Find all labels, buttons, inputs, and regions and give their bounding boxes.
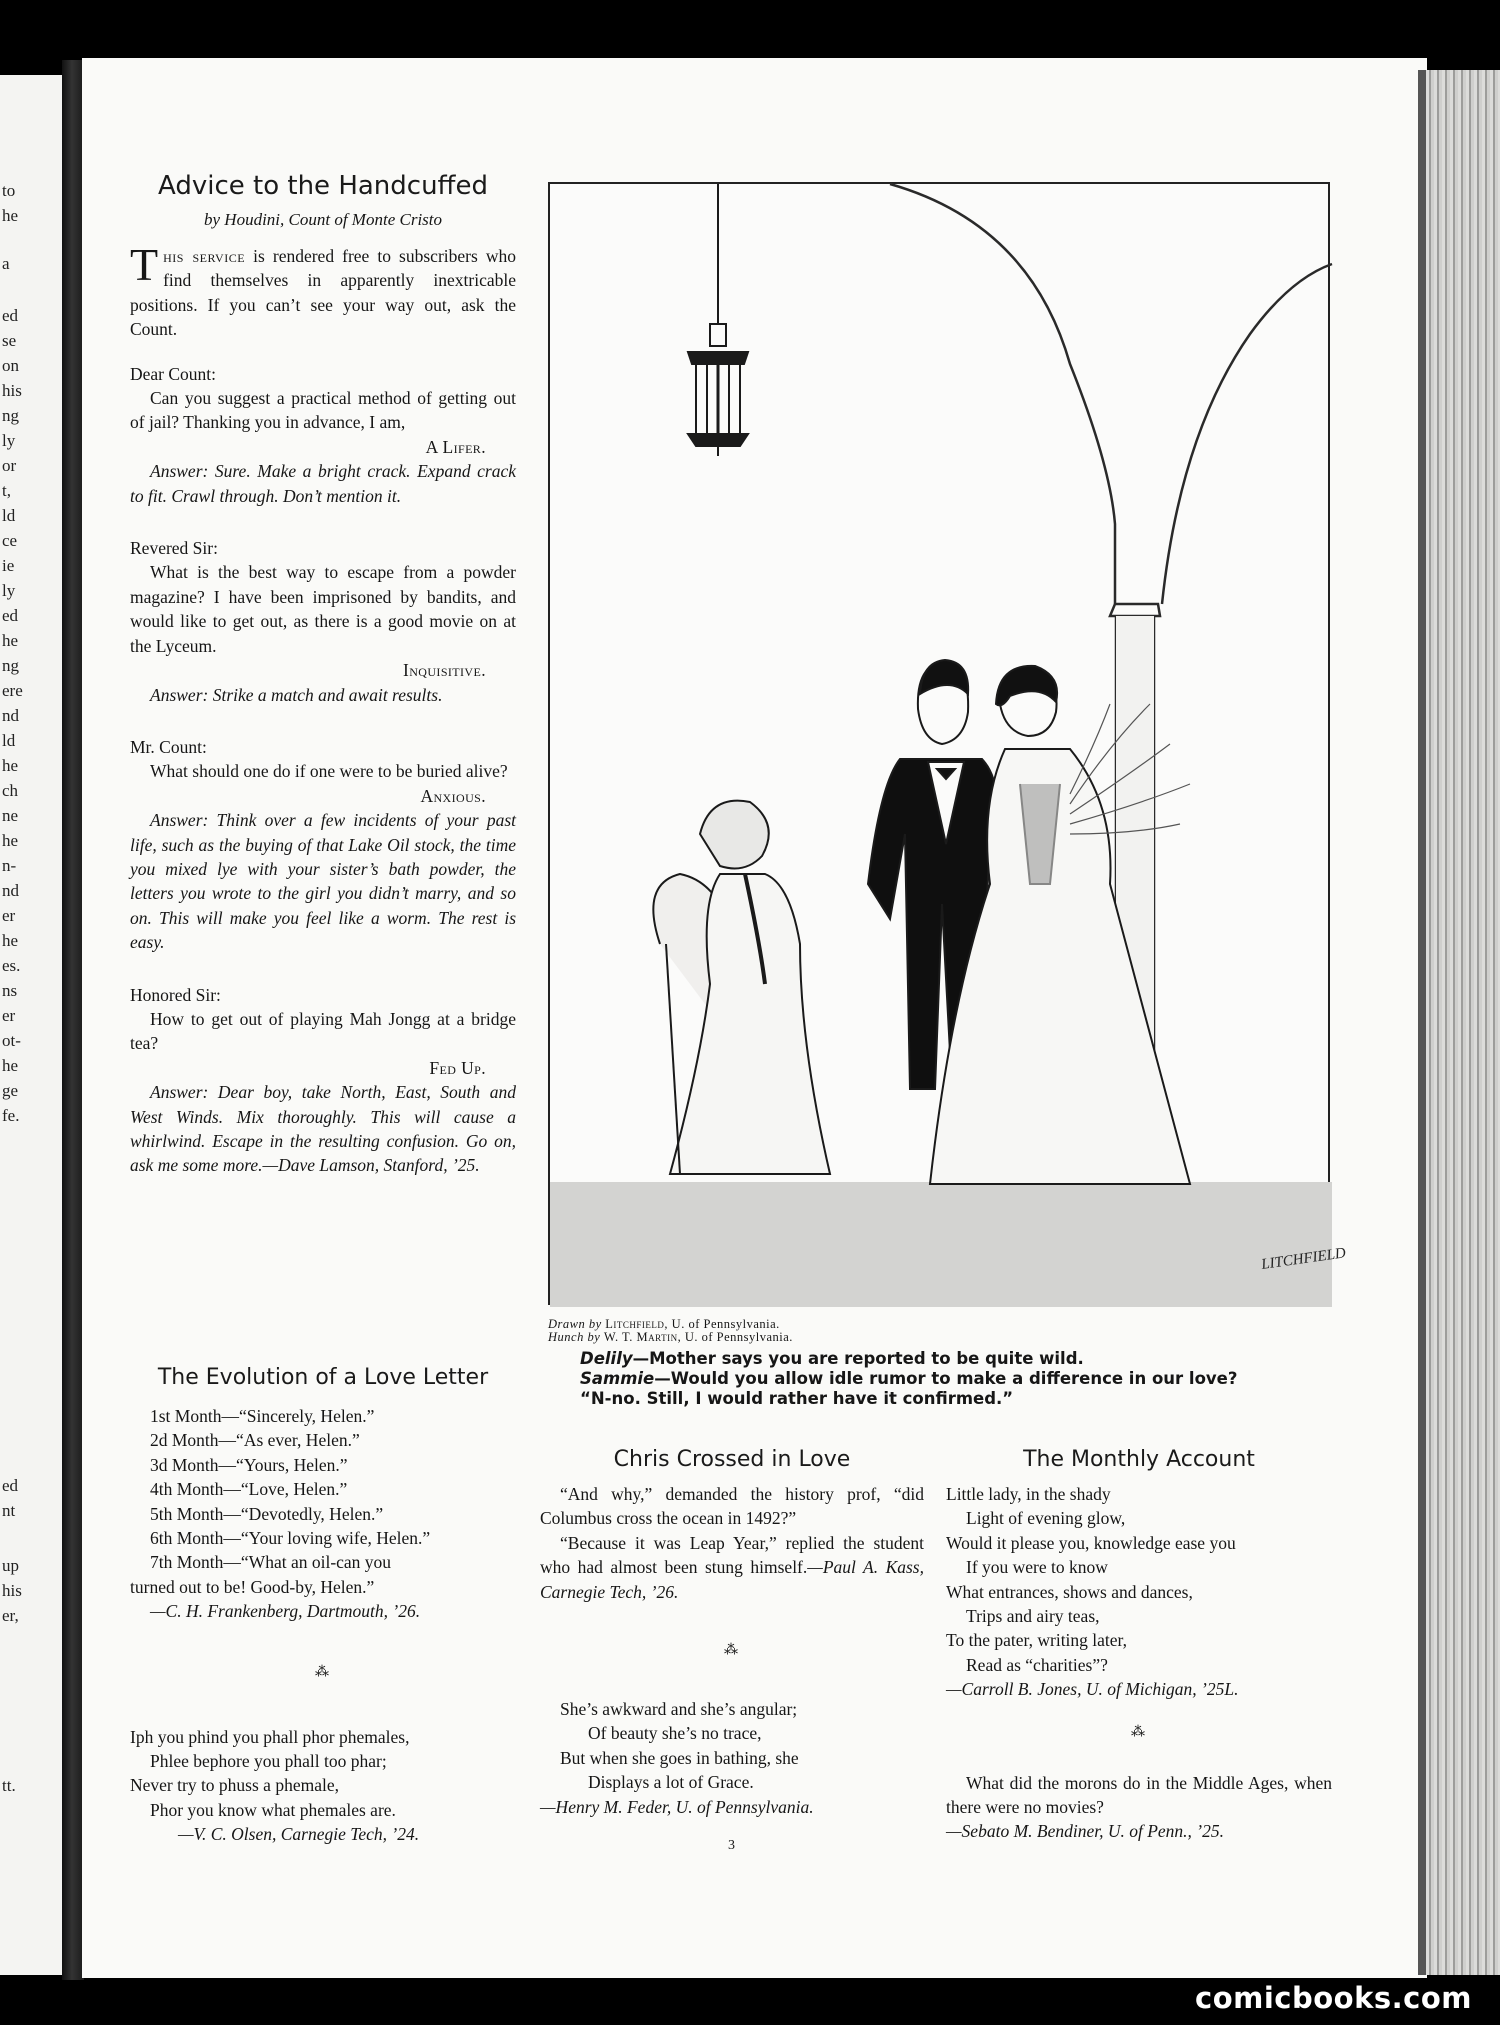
facing-page-fragment: er [2, 906, 16, 925]
letter-salutation: Honored Sir: [130, 984, 221, 1005]
letter-signature: Anxious. [420, 785, 486, 806]
letter-body: What should one do if one were to be buried alive? [150, 761, 508, 782]
love-letter-lines [130, 1404, 516, 1624]
intro-text: is rendered free to subscribers who find themselves in apparently inextricable positions. If you can’t see your way out, ask the Count. [130, 246, 516, 340]
facing-page-fragment: ng [2, 656, 19, 675]
poem-line: If you were to know [966, 1557, 1108, 1578]
dialogue-line [580, 1389, 1237, 1409]
poem-line: Phor you know what phemales are. [150, 1799, 396, 1820]
facing-page-fragment: he [2, 831, 19, 850]
facing-page-fragment: he [2, 206, 19, 225]
facing-page-fragment: ie [2, 556, 15, 575]
credit-prefix: Hunch by [548, 1330, 601, 1344]
letter-body: How to get out of playing Mah Jongg at a bridge tea? [130, 1008, 516, 1054]
letter-salutation: Dear Count: [130, 363, 217, 384]
letter-signature: Inquisitive. [403, 660, 486, 681]
poem-line: Phlee bephore you phall too phar; [150, 1751, 387, 1772]
love-letter-line: 1st Month—“Sincerely, Helen.” [150, 1406, 375, 1426]
facing-page-fragment: to [2, 181, 16, 200]
poem-line: Read as “charities”? [966, 1654, 1108, 1675]
cartoon-dialogue [580, 1349, 1237, 1409]
poem-line: Iph you phind you phall phor phemales, [130, 1726, 410, 1747]
facing-page-fragment: ns [2, 981, 18, 1000]
letter-signature: A Lifer. [425, 436, 486, 457]
love-letter-line: 3d Month—“Yours, Helen.” [150, 1454, 348, 1475]
facing-page-fragment: n- [2, 856, 17, 875]
love-letter-section [130, 1364, 516, 1847]
cartoon-illustration [548, 182, 1347, 1305]
page-stack-edges [1418, 70, 1500, 1975]
facing-page-fragment: he [2, 756, 19, 775]
advice-title: Advice to the Handcuffed [158, 171, 488, 201]
love-letter-line: 6th Month—“Your loving wife, Helen.” [150, 1528, 431, 1549]
facing-page-fragment: nt [2, 1501, 16, 1520]
signature-text: LITCHFIELD [1260, 1245, 1347, 1273]
hunch-by-line [548, 1331, 793, 1344]
facing-page-fragment: fe. [2, 1106, 20, 1125]
dialogue-text: —Would you allow idle rumor to make a difference in our love? [654, 1369, 1238, 1388]
facing-page-fragment: ed [2, 1476, 19, 1495]
facing-page-fragment: ly [2, 581, 16, 600]
letter-body: What is the best way to escape from a powder magazine? I have been imprisoned by bandits, and would like to get out, as there is a good movie on at the Lyceum. [130, 562, 516, 656]
dialogue-speaker: Sammie [580, 1369, 655, 1388]
letter-answer: Answer: Think over a few incidents of your past life, such as the buying of that Lake Oil stock, the time you mixed lye with your sister’s bath powder, the letters you wrote to the girl you didn’t marry, and so on. This will make you feel like a worm. The rest is easy. [130, 810, 516, 953]
poem-credit: —V. C. Olsen, Carnegie Tech, ’24. [178, 1824, 420, 1845]
chris-paragraph: “And why,” demanded the history prof, “did Columbus cross the ocean in 1492?” [540, 1484, 924, 1529]
book-gutter [62, 60, 84, 1980]
facing-page-fragment: up [2, 1556, 19, 1575]
facing-page-fragment: tt. [2, 1776, 16, 1795]
facing-page-fragment: ge [2, 1081, 19, 1100]
facing-page-fragment: ng [2, 406, 19, 425]
love-letter-credit: —C. H. Frankenberg, Dartmouth, ’26. [150, 1601, 421, 1622]
page-number: 3 [728, 1838, 735, 1853]
facing-page-fragment: ld [2, 731, 16, 750]
monthly-section [946, 1446, 1332, 1844]
love-letter-line: 2d Month—“As ever, Helen.” [150, 1430, 360, 1451]
facing-page-fragment: ly [2, 431, 16, 450]
chris-credit: —Paul A. Kass, Carnegie Tech, ’26. [540, 1557, 924, 1602]
advice-letter [130, 735, 516, 955]
advice-intro [130, 239, 516, 342]
facing-page-fragment: nd [2, 706, 19, 725]
love-letter-title: The Evolution of a Love Letter [157, 1365, 489, 1390]
poem-line: Never try to phuss a phemale, [130, 1775, 339, 1796]
ornament: ⁂ [724, 1643, 740, 1659]
poem-credit: —Carroll B. Jones, U. of Michigan, ’25L. [946, 1679, 1239, 1700]
seated-woman-figure [653, 801, 830, 1174]
poem-line: Would it please you, knowledge ease you [946, 1532, 1236, 1553]
letter-answer: Answer: Dear boy, take North, East, South and West Winds. Mix thoroughly. This will cause a whirlwind. Escape in the resulting confusion. Go on, ask me some more.—Dave Lamson, Stanford, ’25. [130, 1082, 516, 1176]
facing-page-fragment: ot- [2, 1031, 21, 1050]
advice-letter [130, 536, 516, 707]
poem-line: Little lady, in the shady [946, 1484, 1111, 1504]
facing-page-fragment: ed [2, 606, 19, 625]
facing-page-fragment: er, [2, 1606, 19, 1625]
love-letter-line: 7th Month—“What an oil-can you [150, 1552, 392, 1573]
facing-page-fragment: he [2, 1056, 19, 1075]
letter-salutation: Revered Sir: [130, 538, 218, 559]
ornament: ⁂ [315, 1664, 331, 1680]
advice-byline: by Houdini, Count of Monte Cristo [204, 210, 442, 229]
illustration-credits [548, 1318, 793, 1344]
poem-line: Light of evening glow, [966, 1508, 1126, 1529]
poem-line: Trips and airy teas, [966, 1606, 1100, 1627]
poem-line: She’s awkward and she’s angular; [560, 1699, 798, 1720]
dialogue-text: —Mother says you are reported to be quite wild. [632, 1349, 1084, 1368]
facing-page-fragment: he [2, 631, 19, 650]
credit-suffix: U. of Pennsylvania. [671, 1317, 780, 1331]
letter-body: Can you suggest a practical method of getting out of jail? Thanking you in advance, I am, [130, 388, 516, 433]
awkward-poem [540, 1697, 924, 1819]
facing-page-fragment: ce [2, 531, 18, 550]
dialogue-text: “N-no. Still, I would rather have it confirmed.” [580, 1389, 1014, 1408]
chris-text: “Because it was Leap Year,” replied the student who had almost been stung himself. [540, 1532, 924, 1578]
monthly-poem [946, 1482, 1332, 1702]
dialogue-line [580, 1349, 1237, 1369]
advice-column [130, 170, 516, 1178]
watermark: comicbooks.com [1195, 1981, 1472, 2015]
morons-text: What did the morons do in the Middle Ages, when there were no movies? [946, 1772, 1332, 1818]
facing-page-fragment: his [2, 381, 22, 400]
facing-page-fragment: t, [2, 481, 11, 500]
intro-smallcaps: his service [163, 246, 246, 266]
poem-line: To the pater, writing later, [946, 1630, 1128, 1651]
letter-salutation: Mr. Count: [130, 736, 207, 757]
facing-page-fragment: a [2, 254, 10, 273]
chris-section [540, 1446, 924, 1819]
facing-page-fragment: nd [2, 881, 19, 900]
facing-page-edge [0, 75, 62, 1975]
chris-title: Chris Crossed in Love [613, 1447, 851, 1472]
females-poem [130, 1725, 516, 1847]
letter-answer: Answer: Sure. Make a bright crack. Expand crack to fit. Crawl through. Don’t mention it. [130, 461, 516, 506]
facing-page-fragment: es. [2, 956, 21, 975]
facing-page-fragment: on [2, 356, 19, 375]
facing-page-fragment: his [2, 1581, 22, 1600]
ornament: ⁂ [1131, 1724, 1147, 1740]
facing-page-fragment: ch [2, 781, 19, 800]
facing-page-fragment: ere [2, 681, 23, 700]
dialogue-line [580, 1369, 1237, 1389]
letter-signature: Fed Up. [429, 1057, 486, 1078]
credit-name: Litchfield, [605, 1317, 669, 1331]
poem-line: Of beauty she’s no trace, [588, 1723, 762, 1744]
credit-suffix: U. of Pennsylvania. [684, 1330, 793, 1344]
poem-line: What entrances, shows and dances, [946, 1581, 1193, 1602]
advice-letter [130, 983, 516, 1178]
love-letter-line: 4th Month—“Love, Helen.” [150, 1479, 348, 1500]
advice-letter [130, 362, 516, 508]
hanging-lantern-icon [688, 184, 748, 456]
poem-line: Displays a lot of Grace. [588, 1772, 754, 1793]
chris-paragraph [540, 1531, 924, 1604]
monthly-title: The Monthly Account [1023, 1447, 1255, 1472]
cartoon-drawing [550, 184, 1347, 1307]
facing-page-fragment: ne [2, 806, 19, 825]
facing-page-fragment: ld [2, 506, 16, 525]
love-letter-line: turned out to be! Good-by, Helen.” [130, 1576, 375, 1597]
credit-name: W. T. Martin, [603, 1330, 682, 1344]
letter-answer: Answer: Strike a match and await results. [150, 684, 443, 705]
facing-page-fragment: er [2, 1006, 16, 1025]
poem-credit: —Henry M. Feder, U. of Pennsylvania. [540, 1796, 814, 1817]
credit-prefix: Drawn by [548, 1317, 602, 1331]
facing-page-fragment: or [2, 456, 17, 475]
facing-page-fragment: he [2, 931, 19, 950]
poem-line: But when she goes in bathing, she [560, 1747, 799, 1768]
dialogue-speaker: Delily [580, 1349, 633, 1368]
love-letter-line: 5th Month—“Devotedly, Helen.” [150, 1503, 384, 1524]
floor-shade [550, 1182, 1332, 1307]
morons-credit: —Sebato M. Bendiner, U. of Penn., ’25. [946, 1821, 1225, 1842]
facing-page-fragment: se [2, 331, 17, 350]
facing-page-fragment: ed [2, 306, 19, 325]
drop-cap: T [130, 239, 159, 290]
